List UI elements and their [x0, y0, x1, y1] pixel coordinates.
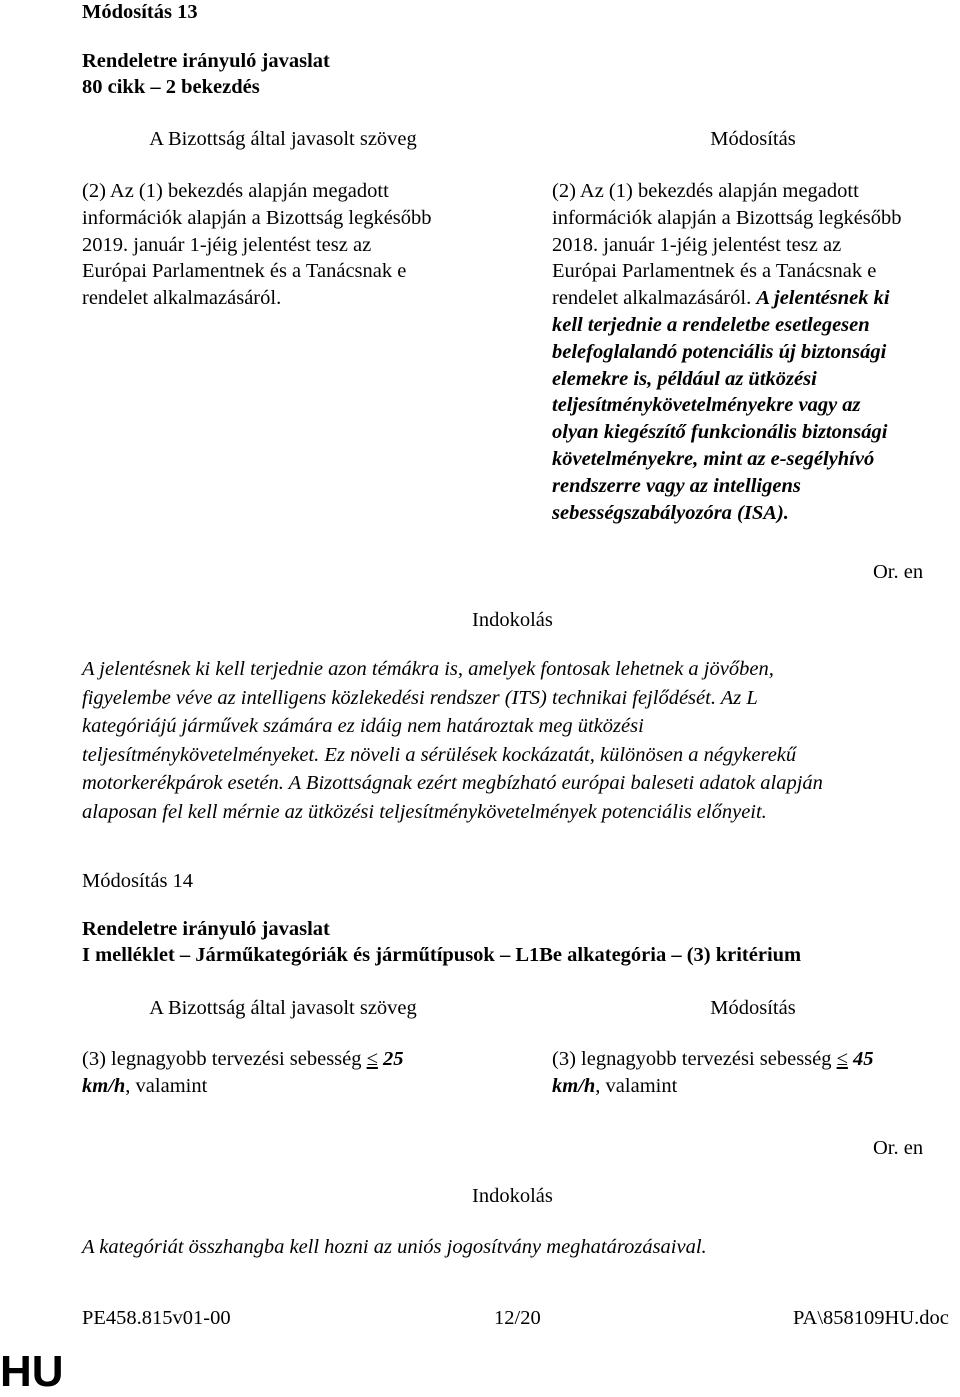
- text-added-line: követelményekre, mint az e-segélyhívó: [552, 447, 875, 470]
- text-plain: , valamint: [595, 1074, 678, 1097]
- text-line: (2) Az (1) bekezdés alapján megadott: [552, 180, 859, 202]
- amendment-14-proposal-label: Rendeletre irányuló javaslat: [82, 918, 330, 940]
- text-plain: (3) legnagyobb tervezési sebesség: [82, 1048, 367, 1070]
- less-equal-symbol: ≤: [366, 1048, 378, 1070]
- text-added-line: belefoglalandó potenciális új biztonsági: [552, 340, 887, 363]
- amendment-13-reference: 80 cikk – 2 bekezdés: [82, 76, 260, 98]
- text-line: Európai Parlamentnek és a Tanácsnak e: [82, 260, 407, 283]
- speed-value: 25: [383, 1048, 404, 1070]
- footer-page-number: 12/20: [494, 1307, 541, 1329]
- amendment-13-justification-text: [82, 655, 823, 826]
- text-line: 2018. január 1-jéig jelentést tesz az: [552, 233, 842, 256]
- amendment-14-commission-text: [82, 1046, 462, 1100]
- text-line: figyelembe véve az intelligens közlekedési rendszer (ITS) technikai fejlődését. Az L: [82, 686, 758, 709]
- speed-unit: km/h: [82, 1074, 126, 1097]
- text-plain: (3) legnagyobb tervezési sebesség: [552, 1048, 837, 1070]
- amendment-13-amended-text: [552, 178, 952, 526]
- text-line: rendelet alkalmazásáról.: [82, 287, 282, 310]
- text-line: alaposan fel kell mérnie az ütközési teljesítménykövetelmények potenciális előnyeit.: [82, 800, 767, 823]
- amendment-14-justification-text: A kategóriát összhangba kell hozni az uniós jogosítvány meghatározásaival.: [82, 1236, 707, 1258]
- amendment-13-justification-title: Indokolás: [472, 609, 553, 631]
- amendment-13-right-header: Módosítás: [710, 128, 796, 150]
- footer-doc-ref: PE458.815v01-00: [82, 1307, 231, 1329]
- amendment-13-original-language: Or. en: [873, 561, 924, 583]
- footer-file-name: PA\858109HU.doc: [793, 1307, 949, 1329]
- text-added-line: olyan kiegészítő funkcionális biztonsági: [552, 421, 888, 444]
- text-added-line: sebességszabályozóra (ISA).: [552, 501, 789, 524]
- text-added-line: teljesítménykövetelményekre vagy az: [552, 394, 861, 417]
- text-line: teljesítménykövetelményeket. Ez növeli a sérülések kockázatát, különösen a négykerekű: [82, 743, 797, 766]
- amendment-14-original-language: Or. en: [873, 1137, 924, 1159]
- amendment-14-right-header: Módosítás: [710, 997, 796, 1019]
- amendment-14-justification-title: Indokolás: [472, 1185, 553, 1207]
- text-added-line: rendszerre vagy az intelligens: [552, 474, 801, 497]
- amendment-13-proposal-label: Rendeletre irányuló javaslat: [82, 50, 330, 72]
- text-line: motorkerékpárok esetén. A Bizottságnak ezért megbízható európai baleseti adatok alapján: [82, 772, 823, 794]
- text-added-line: kell terjednie a rendeletbe esetlegesen: [552, 313, 870, 336]
- speed-unit: km/h: [552, 1074, 596, 1097]
- text-plain: rendelet alkalmazásáról.: [552, 287, 757, 310]
- text-line: [552, 285, 952, 312]
- text-line: információk alapján a Bizottság legkésőbb: [82, 206, 432, 229]
- text-line: A jelentésnek ki kell terjednie azon témákra is, amelyek fontosak lehetnek a jövőben,: [82, 658, 774, 680]
- amendment-14-title: Módosítás 14: [82, 870, 194, 892]
- amendment-13-left-header: A Bizottság által javasolt szöveg: [149, 128, 417, 150]
- text-line: kategóriájú járművek számára ez idáig nem határoztak meg ütközési: [82, 715, 644, 737]
- text-added: A jelentésnek ki: [756, 287, 890, 310]
- amendment-13-commission-text: [82, 178, 472, 312]
- text-added-line: elemekre is, például az ütközési: [552, 367, 817, 390]
- amendment-13-title: Módosítás 13: [82, 1, 198, 23]
- text-line: információk alapján a Bizottság legkésőbb: [552, 206, 902, 229]
- less-equal-symbol: ≤: [836, 1048, 848, 1070]
- text-plain: , valamint: [125, 1074, 208, 1097]
- text-line: Európai Parlamentnek és a Tanácsnak e: [552, 260, 877, 283]
- amendment-14-left-header: A Bizottság által javasolt szöveg: [149, 997, 417, 1019]
- amendment-14-reference: I melléklet – Járműkategóriák és járműtípusok – L1Be alkategória – (3) kritérium: [82, 944, 802, 966]
- speed-value: 45: [853, 1048, 874, 1070]
- text-line: 2019. január 1-jéig jelentést tesz az: [82, 233, 372, 256]
- language-code: HU: [0, 1347, 64, 1396]
- text-line: (2) Az (1) bekezdés alapján megadott: [82, 180, 389, 202]
- amendment-14-amended-text: [552, 1046, 952, 1100]
